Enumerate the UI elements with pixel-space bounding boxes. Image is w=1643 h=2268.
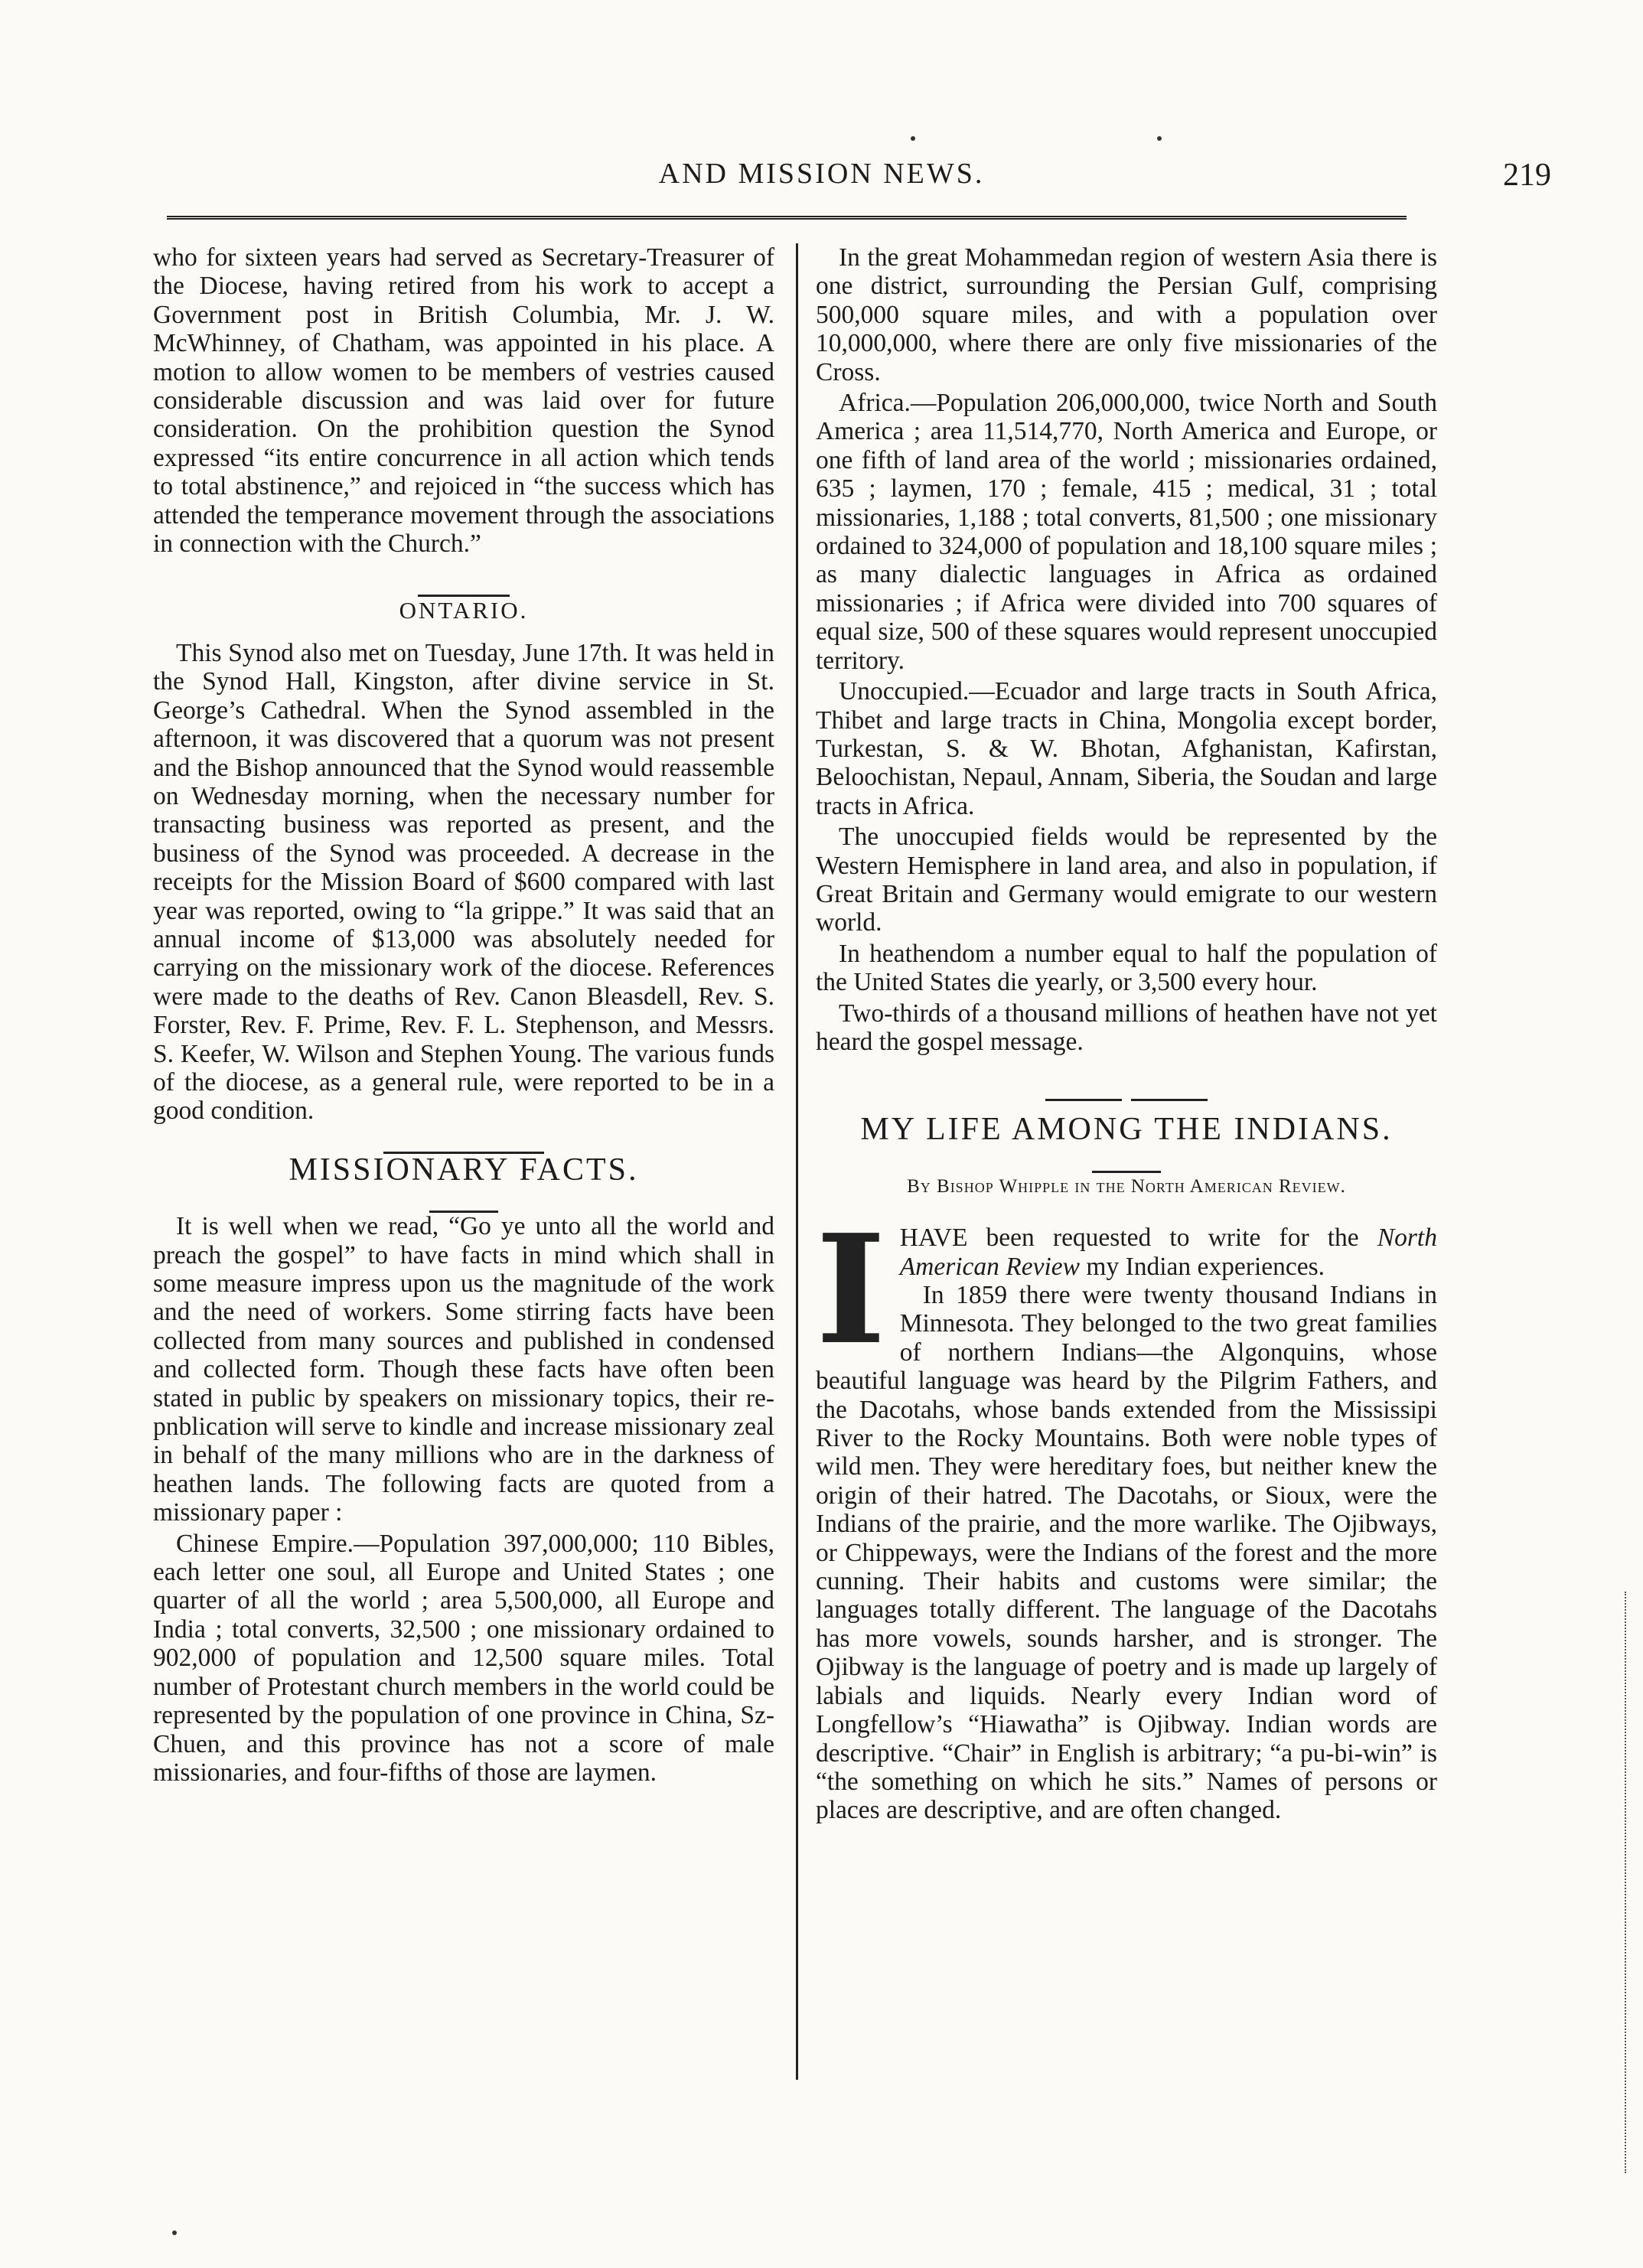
ontario-paragraph: This Synod also met on Tuesday, June 17th. It was held in the Synod Hall, Kingston, after divine service in St. George’s Cathedral. When the Synod assembled in the afternoon, it was discovered that a quorum was not present and the Bishop announced that the Synod would reassemble on Wednesday morning, when the necessary number for transacting business was reported as present, and the business of the Synod was proceeded. A decrease in the receipts for the Mission Board of $600 compared with last year was reported, owing to “la grippe.” It was said that an annual income of $13,000 was absolutely needed for carrying on the missionary work of the diocese. References were made to the deaths of Rev. Canon Bleasdell, Rev. S. Forster, Rev. F. Prime, Rev. F. L. Stephenson, and Messrs. S. Keefer, W. Wilson and Stephen Young. The various funds of the diocese, as a general rule, were reported to be in a good condition. [153, 638, 774, 1126]
unoccupied-paragraph: Unoccupied.—Ecuador and large tracts in South Africa, Thibet and large tracts in China, Mongolia except border, Turkestan, S. & W. Bhotan, Afghanistan, Kafirstan, Beloochistan, Nepaul, Annam, Siberia, the Soudan and large tracts in Africa. [816, 677, 1437, 820]
missionary-facts-intro-paragraph: It is well when we read, “Go ye unto all the world and preach the gospel” to have facts in mind which shall in some measure impress upon us the magnitude of the work and the need of workers. Some stirring facts have been collected from many sources and published in condensed and collected form. Though these facts have often been stated in public by speakers on missionary topics, their re-pnblication will serve to kindle and increase missionary zeal in behalf of the many millions who are in the darkness of heathen lands. The following facts are quoted from a missionary paper : [153, 1212, 774, 1527]
drop-cap: I [816, 1202, 886, 1379]
review-title: North American Review [899, 1224, 1437, 1281]
heading-underline [816, 1151, 1437, 1162]
missionary-facts-heading: MISSIONARY FACTS. [289, 1152, 639, 1188]
opening-text: HAVE been requested to write for the [899, 1224, 1377, 1253]
section-divider [153, 575, 774, 585]
two-thirds-paragraph: Two-thirds of a thousand millions of heathen have not yet heard the gospel message. [816, 999, 1437, 1056]
indians-article-body [816, 1202, 1437, 1825]
indians-heading: MY LIFE AMONG THE INDIANS. [860, 1112, 1393, 1148]
unoccupied-fields-paragraph: The unoccupied fields would be represented by the Western Hemisphere in land area, and also in population, if Great Britain and Germany would emigrate to our western world. [816, 823, 1437, 937]
section-divider [153, 1136, 774, 1145]
header-rule [167, 216, 1407, 220]
column-rule [796, 243, 798, 2080]
heading-underline [153, 1191, 774, 1201]
print-speck [172, 2231, 177, 2235]
left-column [153, 243, 774, 1789]
chinese-empire-paragraph: Chinese Empire.—Population 397,000,000; 110 Bibles, each letter one soul, all Europe and United States ; one quarter of all the world ; area 5,500,000, all Europe and India ; total converts, 32,500 ; one missionary ordained to 902,000 of population and 12,500 square miles. Total number of Protestant church members in the world could be represented by the population of one province in China, Sz-Chuen, and this province has not a score of male missionaries, and four-fifths of those are laymen. [153, 1529, 774, 1787]
heathendom-paragraph: In heathendom a number equal to half the population of the United States die yearly, or 3,500 every hour. [816, 939, 1437, 997]
right-column [816, 243, 1437, 1827]
page-number: 219 [1503, 158, 1551, 193]
ontario-heading: ONTARIO. [399, 597, 529, 624]
africa-paragraph: Africa.—Population 206,000,000, twice North and South America ; area 11,514,770, North America and Europe, or one fifth of land area of the world ; missionaries ordained, 635 ; laymen, 170 ; female, 415 ; medical, 31 ; total missionaries, 1,188 ; total converts, 81,500 ; one missionary ordained to 324,000 of population and 18,100 square miles ; as many dialectic languages in Africa as ordained missionaries ; if Africa were divided into 700 squares of equal size, 500 of these squares would represent unoccupied territory. [816, 389, 1437, 675]
opening-text-end: my Indian experiences. [1080, 1252, 1325, 1281]
running-head: AND MISSION NEWS. [658, 158, 985, 190]
synod-continuation-paragraph: who for sixteen years had served as Secretary-Treasurer of the Diocese, having retired from his work to accept a Government post in British Columbia, Mr. J. W. McWhinney, of Chatham, was appointed in his place. A motion to allow women to be members of vestries caused considerable discussion and was laid over for future consideration. On the prohibition question the Synod expressed “its entire concurrence in all action which tends to total abstinence,” and rejoiced in “the success which has attended the temperance movement through the associations in connection with the Church.” [153, 243, 774, 559]
western-asia-paragraph: In the great Mohammedan region of western Asia there is one district, surrounding the Persian Gulf, comprising 500,000 square miles, and with a population over 10,000,000, where there are only five missionaries of the Cross. [816, 243, 1437, 386]
page-edge-marks [1619, 1592, 1626, 2173]
print-speck [911, 136, 915, 141]
print-speck [1157, 136, 1162, 141]
minnesota-paragraph: In 1859 there were twenty thousand Indians in Minnesota. They belonged to the two great families of northern Indians—the Algonquins, whose beautiful language was heard by the Pilgrim Fathers, and the Dacotahs, whose bands extended from the Mississipi River to the Rocky Mountains. Both were noble types of wild men. They were hereditary foes, but neither knew the origin of their hatred. The Dacotahs, or Sioux, were the Indians of the prairie, and the more warlike. The Ojibways, or Chippeways, were the Indians of the forest and the more cunning. Their habits and customs were similar; the languages totally different. The language of the Dacotahs has more vowels, sounds harsher, and is stronger. The Ojibway is the language of poetry and is made up largely of labials and liquids. Nearly every Indian word of Longfellow’s “Hiawatha” is Ojibway. Indian words are descriptive. “Chair” in English is arbitrary; “a pu-bi-win” is “the something on which he sits.” Names of persons or places are descriptive, and are often changed. [816, 1281, 1437, 1825]
indians-opening-paragraph [816, 1224, 1437, 1281]
byline: By Bishop Whipple in the North American Review. [907, 1175, 1346, 1197]
section-divider [816, 1083, 1437, 1093]
